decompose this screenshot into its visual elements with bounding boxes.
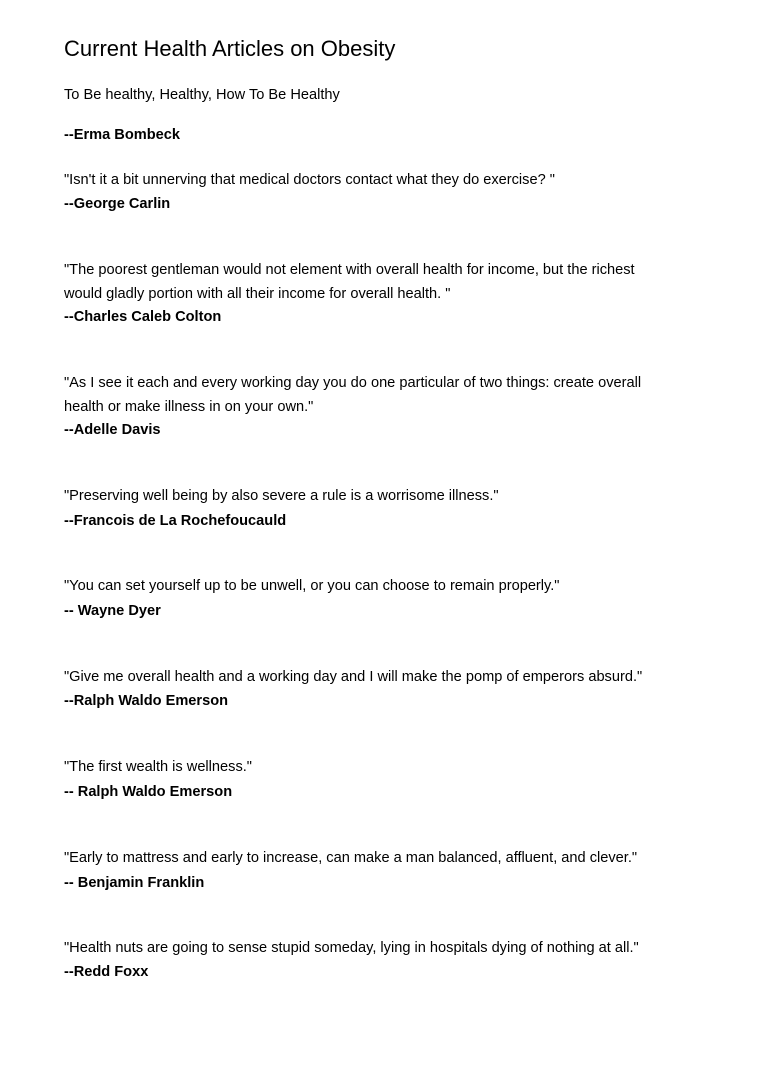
quote-author: --Charles Caleb Colton: [64, 309, 222, 325]
page-subtitle: To Be healthy, Healthy, How To Be Healthy: [64, 87, 340, 103]
quote-text: "The poorest gentleman would not element with overall health for income, but the richest: [64, 262, 635, 278]
quote-text: "Preserving well being by also severe a rule is a worrisome illness.": [64, 488, 499, 504]
quote-author: --Erma Bombeck: [64, 127, 180, 143]
quote-author: -- Benjamin Franklin: [64, 875, 205, 891]
quote-text: "Isn't it a bit unnerving that medical doctors contact what they do exercise? ": [64, 172, 555, 188]
quote-author: --Redd Foxx: [64, 964, 149, 980]
quote-text: "As I see it each and every working day you do one particular of two things: create overall: [64, 375, 642, 391]
quote-text: would gladly portion with all their income for overall health. ": [64, 286, 451, 302]
quote-author: --Ralph Waldo Emerson: [64, 693, 229, 709]
quote-author: -- Wayne Dyer: [64, 603, 161, 619]
quote-text: "Early to mattress and early to increase, can make a man balanced, affluent, and clever.": [64, 850, 638, 866]
quote-text: "The first wealth is wellness.": [64, 759, 252, 775]
quote-text: health or make illness in on your own.": [64, 399, 314, 415]
page-title: Current Health Articles on Obesity: [64, 36, 396, 61]
quote-author: --Francois de La Rochefoucauld: [64, 513, 287, 529]
quote-text: "Health nuts are going to sense stupid someday, lying in hospitals dying of nothing at all.": [64, 940, 639, 956]
quote-author: -- Ralph Waldo Emerson: [64, 784, 233, 800]
quote-text: "You can set yourself up to be unwell, or you can choose to remain properly.": [64, 578, 560, 594]
quote-author: --George Carlin: [64, 196, 171, 212]
quote-text: "Give me overall health and a working day and I will make the pomp of emperors absurd.": [64, 669, 643, 685]
quote-author: --Adelle Davis: [64, 422, 161, 438]
